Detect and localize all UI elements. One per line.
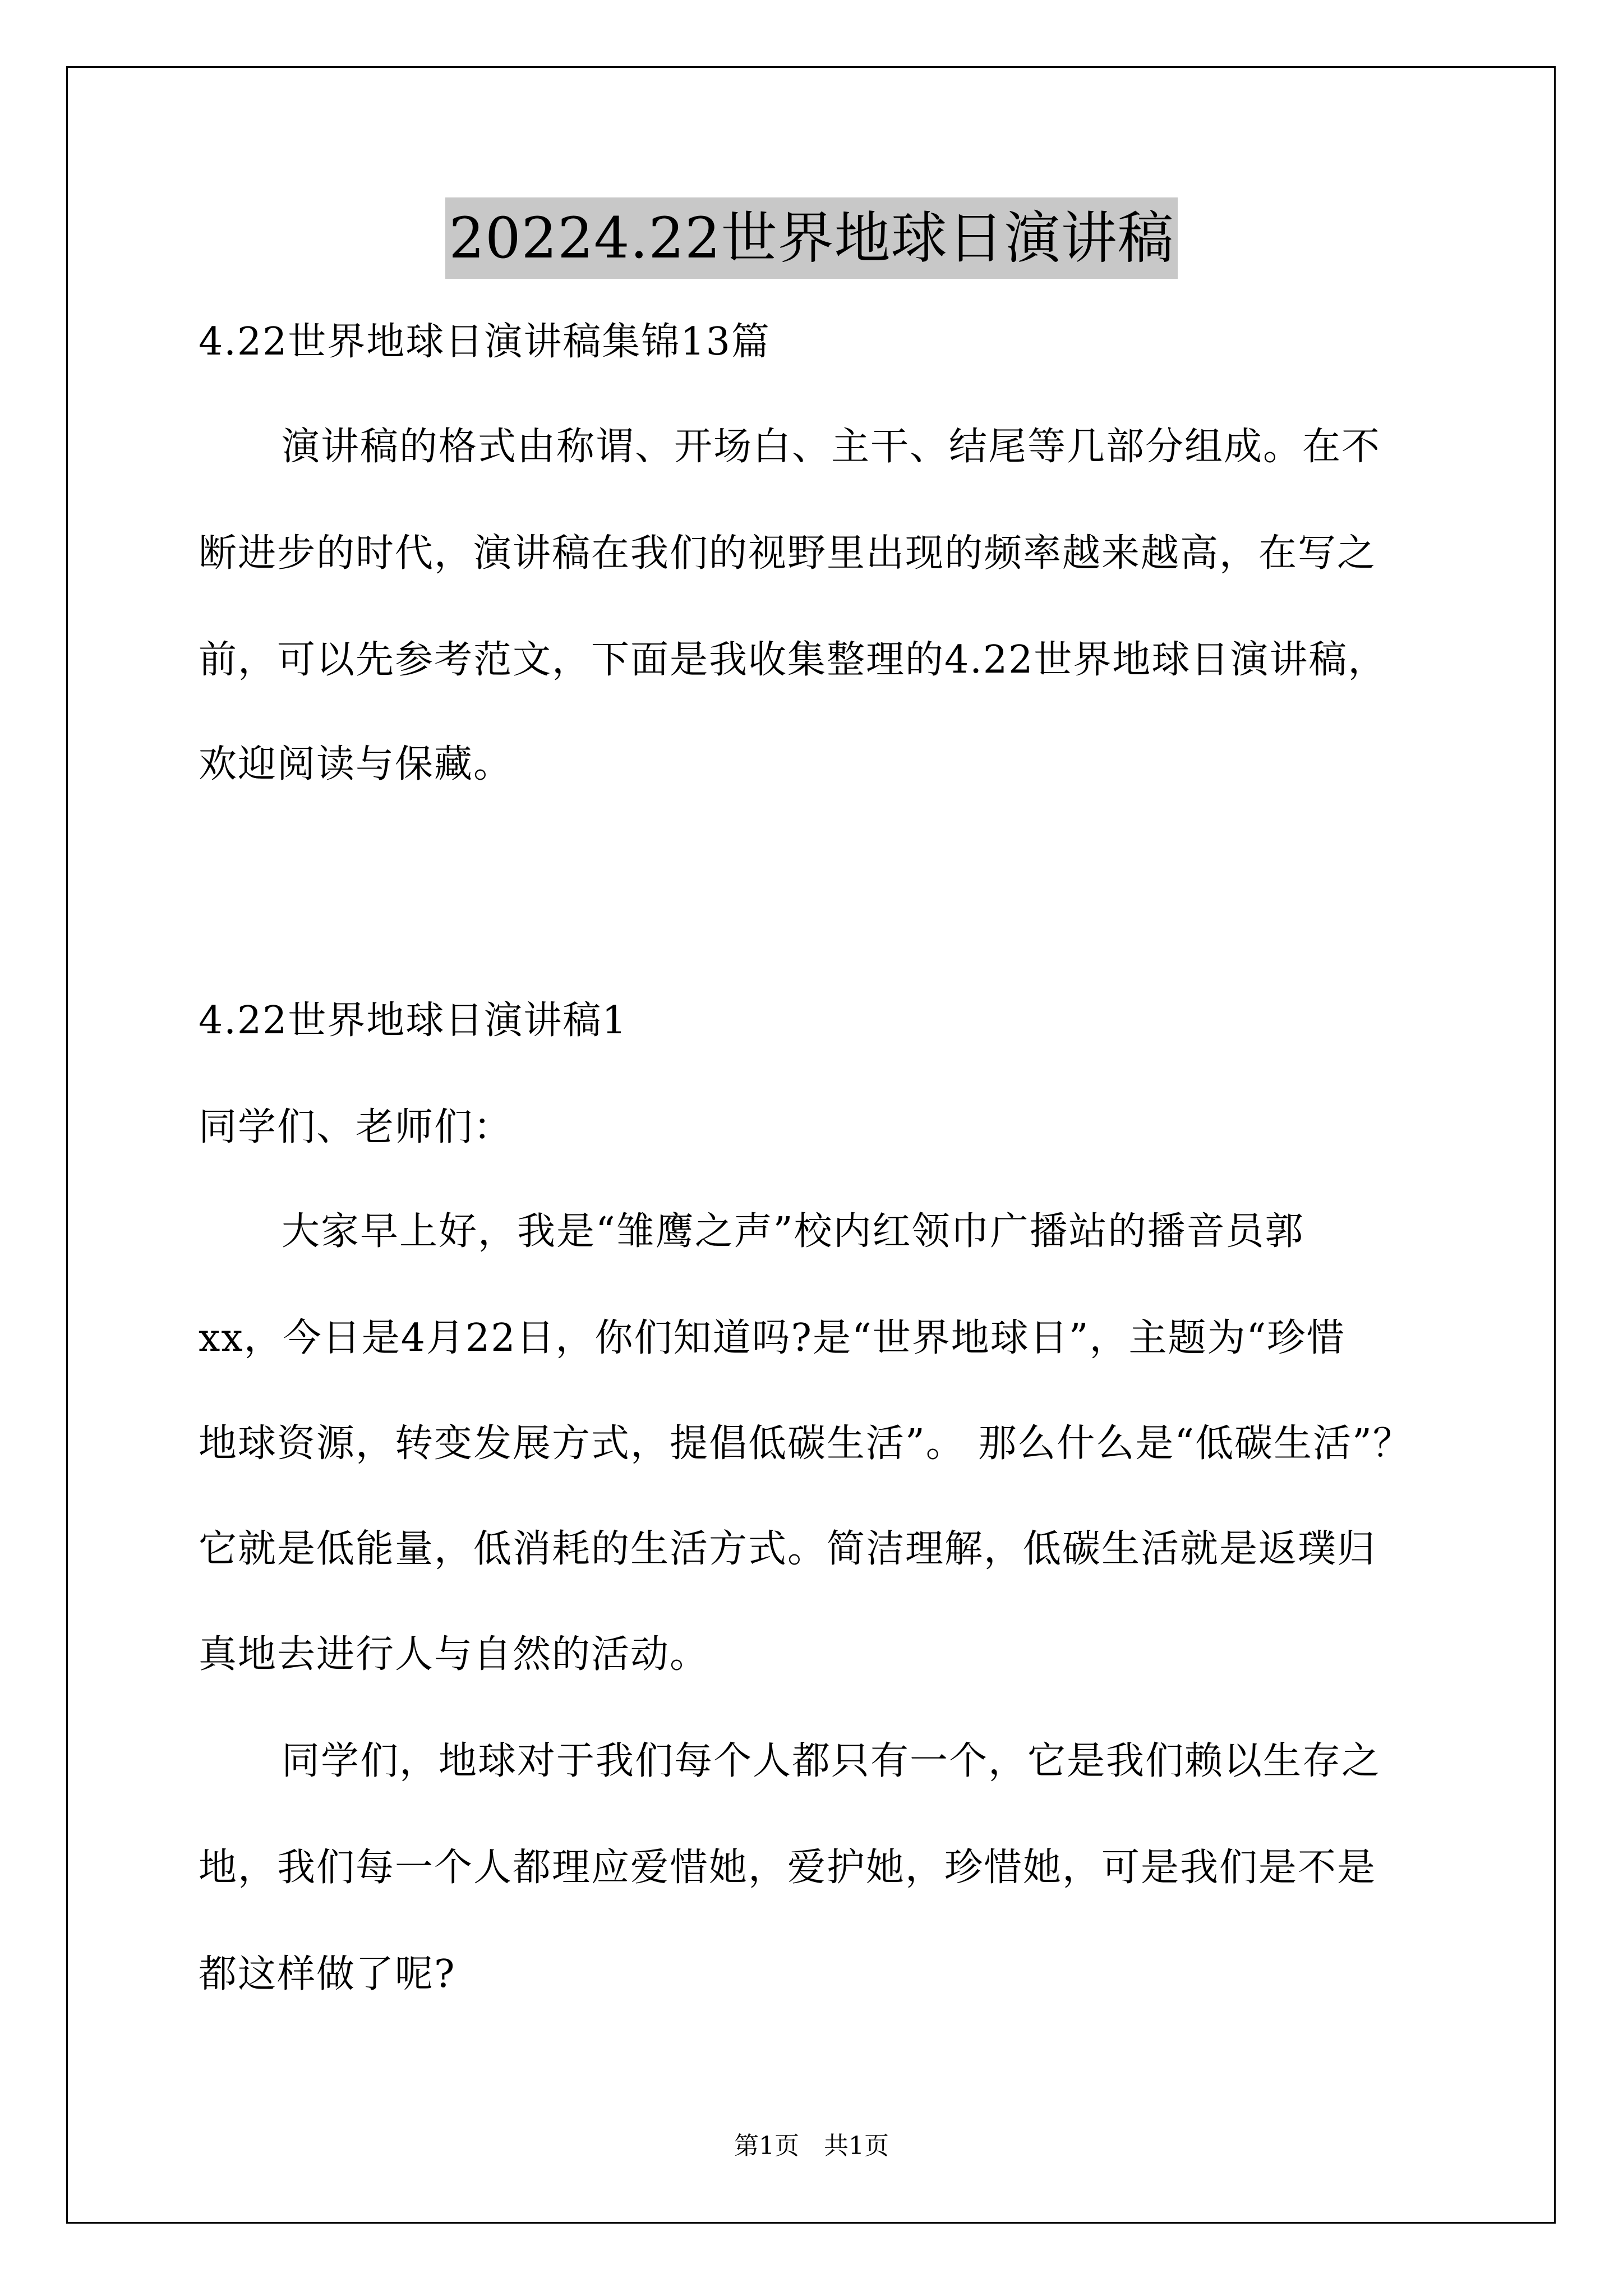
paragraph-line: 真地去进行人与自然的活动。 [199,1632,709,1677]
paragraph-line: 断进步的时代，演讲稿在我们的视野里出现的频率越来越高，在写之 [199,531,1377,576]
salutation-line: 同学们、老师们： [199,1105,513,1149]
paragraph-line: 演讲稿的格式由称谓、开场白、主干、结尾等几部分组成。在不 [282,425,1381,469]
paragraph-line: 它就是低能量，低消耗的生活方式。简洁理解，低碳生活就是返璞归 [199,1527,1377,1571]
subtitle-line: 4.22世界地球日演讲稿集锦13篇 [199,320,771,364]
page-number: 第1页 [734,2132,799,2160]
paragraph-line: 同学们，地球对于我们每个人都只有一个，它是我们赖以生存之 [282,1739,1381,1783]
paragraph-line: 地球资源，转变发展方式，提倡低碳生活”。 那么什么是“低碳生活”？ [199,1421,1412,1466]
title-container [0,197,1623,279]
document-title: 20224.22世界地球日演讲稿 [445,197,1177,279]
paragraph-line: 都这样做了呢? [199,1952,456,1996]
page-total: 共1页 [824,2132,889,2160]
paragraph-line: 前，可以先参考范文，下面是我收集整理的4.22世界地球日演讲稿， [199,638,1387,682]
paragraph-line: 欢迎阅读与保藏。 [199,742,513,786]
paragraph-line: 地，我们每一个人都理应爱惜她，爱护她，珍惜她，可是我们是不是 [199,1846,1377,1890]
paragraph-line: 大家早上好，我是“雏鹰之声”校内红领巾广播站的播音员郭 [282,1209,1304,1254]
page-footer [0,2129,1623,2163]
paragraph-line: xx，今日是4月22日，你们知道吗?是“世界地球日”，主题为“珍惜 [199,1316,1346,1360]
section-heading: 4.22世界地球日演讲稿1 [199,999,628,1043]
